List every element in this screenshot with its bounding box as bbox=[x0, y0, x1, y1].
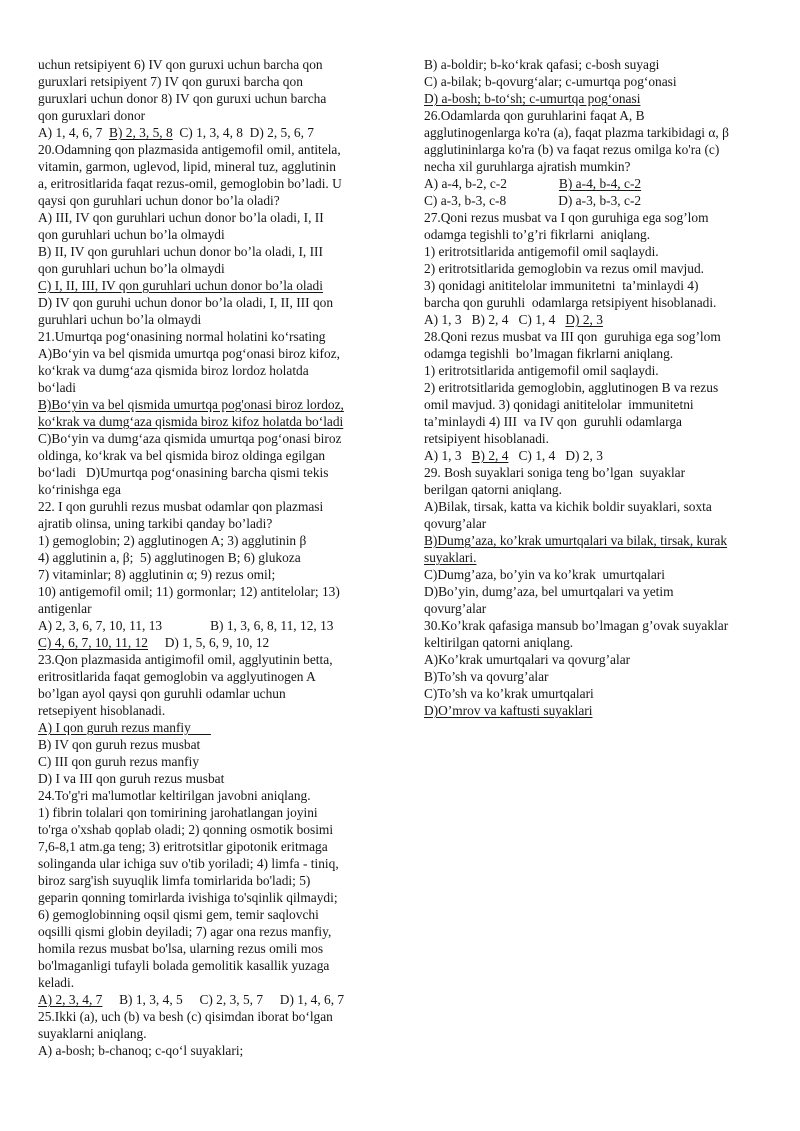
text-line bbox=[38, 379, 384, 396]
left-column bbox=[38, 56, 384, 1059]
text-fragment: 1) eritrotsitlarida antigemofil omil saqlaydi. bbox=[424, 244, 659, 259]
text-line bbox=[38, 583, 384, 600]
right-column bbox=[424, 56, 768, 719]
text-line bbox=[38, 1008, 384, 1025]
text-line bbox=[424, 294, 768, 311]
text-line bbox=[38, 243, 384, 260]
text-line bbox=[38, 362, 384, 379]
text-fragment: B) IV qon guruh rezus musbat bbox=[38, 737, 201, 752]
text-line bbox=[424, 617, 768, 634]
text-line bbox=[38, 770, 384, 787]
text-fragment: ajratib olinsa, uning tarkibi qanday bo’ladi? bbox=[38, 516, 273, 531]
text-fragment: qon guruxlari donor bbox=[38, 108, 146, 123]
text-fragment: 1) gemoglobin; 2) agglutinogen A; 3) agglutinin β bbox=[38, 533, 307, 548]
underlined-answer: A) 2, 3, 4, 7 bbox=[38, 992, 103, 1007]
text-line bbox=[38, 753, 384, 770]
text-fragment: qon guruhlari uchun bo’la olmaydi bbox=[38, 227, 225, 242]
text-line bbox=[424, 685, 768, 702]
text-fragment: D)Bo’yin, dumg’aza, bel umurtqalari va yetim bbox=[424, 584, 674, 599]
text-fragment: A) a-4, b-2, c-2 bbox=[424, 176, 507, 191]
text-fragment: B) a-boldir; b-ko‘krak qafasi; c-bosh suyagi bbox=[424, 57, 660, 72]
text-line bbox=[38, 73, 384, 90]
text-fragment: agglutininlarga ko'ra (b) va faqat rezus omilga ko'ra (c) bbox=[424, 142, 720, 157]
text-line bbox=[424, 345, 768, 362]
text-line bbox=[38, 124, 384, 141]
text-fragment: bo'lmaganligi tufayli bolada gemolitik kasallik yuzaga bbox=[38, 958, 330, 973]
text-fragment: C)Bo‘yin va dumg‘aza qismida umurtqa pog‘onasi biroz bbox=[38, 431, 342, 446]
text-fragment: bo‘ladi bbox=[38, 380, 76, 395]
text-line bbox=[424, 175, 768, 192]
text-line bbox=[38, 158, 384, 175]
text-line bbox=[38, 838, 384, 855]
text-fragment: antigenlar bbox=[38, 601, 92, 616]
text-fragment: berilgan qatorni aniqlang. bbox=[424, 482, 562, 497]
underlined-answer: B) 2, 4 bbox=[471, 448, 509, 463]
text-line bbox=[38, 209, 384, 226]
text-fragment: qaysi qon guruhlari uchun donor bo’la oladi? bbox=[38, 193, 280, 208]
text-line bbox=[424, 430, 768, 447]
text-fragment: bo‘ladi D)Umurtqa pog‘onasining barcha qismi tekis bbox=[38, 465, 329, 480]
text-line bbox=[38, 787, 384, 804]
text-fragment: odamga tegishli to’g’ri fikrlarni aniqlang. bbox=[424, 227, 651, 242]
text-line bbox=[424, 73, 768, 90]
text-fragment: D) a-3, b-3, c-2 bbox=[558, 193, 642, 208]
underlined-answer: ko‘krak va dumg‘aza qismida biroz kifoz holatda bo‘ladi bbox=[38, 414, 344, 429]
text-fragment: geparin qonning tomirlarda ivishiga to'sqinlik qilmaydi; bbox=[38, 890, 338, 905]
text-fragment: B) 1, 3, 6, 8, 11, 12, 13 bbox=[210, 618, 334, 633]
text-line bbox=[424, 260, 768, 277]
text-fragment: 25.Ikki (a), uch (b) va besh (c) qisimdan iborat bo‘lgan bbox=[38, 1009, 333, 1024]
text-fragment: A) 2, 3, 6, 7, 10, 11, 13 bbox=[38, 618, 163, 633]
text-fragment: oqsilli qismi globin deyiladi; 7) agar ona rezus manfiy, bbox=[38, 924, 332, 939]
text-line bbox=[38, 566, 384, 583]
text-fragment: ta’minlaydi 4) III va IV qon guruhli odamlarga bbox=[424, 414, 682, 429]
text-line bbox=[38, 226, 384, 243]
text-line bbox=[424, 277, 768, 294]
underlined-answer: C) I, II, III, IV qon guruhlari uchun donor bo’la oladi bbox=[38, 278, 323, 293]
text-fragment: C) a-bilak; b-qovurg‘alar; c-umurtqa pog‘onasi bbox=[424, 74, 677, 89]
text-fragment: qovurg’alar bbox=[424, 516, 487, 531]
text-line bbox=[424, 311, 768, 328]
text-line bbox=[38, 719, 384, 736]
text-fragment: retsepiyent hisoblanadi. bbox=[38, 703, 166, 718]
text-line bbox=[424, 124, 768, 141]
text-fragment: 2) eritrotsitlarida gemoglobin, agglutinogen B va rezus bbox=[424, 380, 719, 395]
text-fragment: vitamin, garmon, uglevod, lipid, mineral tuz, agglutinin bbox=[38, 159, 336, 174]
text-fragment: a, eritrositlarida faqat rezus-omil, gemoglobin bo’ladi. U bbox=[38, 176, 342, 191]
text-line bbox=[424, 583, 768, 600]
text-line bbox=[38, 923, 384, 940]
text-fragment: A)Bilak, tirsak, katta va kichik boldir suyaklari, soxta bbox=[424, 499, 712, 514]
text-fragment: B) 1, 3, 4, 5 C) 2, 3, 5, 7 D) 1, 4, 6, 7 bbox=[102, 992, 345, 1007]
text-line bbox=[38, 464, 384, 481]
text-line bbox=[424, 107, 768, 124]
text-line bbox=[38, 107, 384, 124]
text-line bbox=[424, 396, 768, 413]
text-line bbox=[424, 243, 768, 260]
text-line bbox=[38, 141, 384, 158]
text-line bbox=[38, 600, 384, 617]
text-fragment: ko‘krak va dumg‘aza qismida biroz lordoz holatda bbox=[38, 363, 309, 378]
text-fragment: keladi. bbox=[38, 975, 75, 990]
text-line bbox=[38, 549, 384, 566]
text-line bbox=[424, 600, 768, 617]
text-line bbox=[38, 328, 384, 345]
text-line bbox=[424, 549, 768, 566]
text-line bbox=[38, 617, 384, 634]
text-fragment: 2) eritrotsitlarida gemoglobin va rezus omil mavjud. bbox=[424, 261, 705, 276]
text-line bbox=[38, 192, 384, 209]
text-line bbox=[38, 430, 384, 447]
text-line bbox=[38, 260, 384, 277]
text-line bbox=[38, 855, 384, 872]
text-fragment: to'rga o'xshab qoplab oladi; 2) qonning osmotik bosimi bbox=[38, 822, 334, 837]
text-line bbox=[38, 345, 384, 362]
text-line bbox=[38, 311, 384, 328]
text-line bbox=[38, 515, 384, 532]
text-line bbox=[424, 481, 768, 498]
text-line bbox=[38, 651, 384, 668]
text-fragment: C) a-3, b-3, c-8 bbox=[424, 193, 507, 208]
text-fragment: solinganda ular ichiga suv o'tib yoriladi; 4) limfa - tiniq, bbox=[38, 856, 339, 871]
text-line bbox=[38, 991, 384, 1008]
text-line bbox=[38, 804, 384, 821]
underlined-answer: C) 4, 6, 7, 10, 11, 12 bbox=[38, 635, 148, 650]
text-line bbox=[38, 957, 384, 974]
text-fragment: ko‘rinishga ega bbox=[38, 482, 121, 497]
text-fragment: A) III, IV qon guruhlari uchun donor bo’la oladi, I, II bbox=[38, 210, 324, 225]
text-fragment: 1) fibrin tolalari qon tomirining jarohatlangan joyini bbox=[38, 805, 318, 820]
text-line bbox=[38, 702, 384, 719]
text-line bbox=[38, 634, 384, 651]
text-fragment: 26.Odamlarda qon guruhlarini faqat A, B bbox=[424, 108, 645, 123]
text-line bbox=[38, 447, 384, 464]
text-fragment: A) 1, 3 bbox=[424, 448, 472, 463]
text-fragment: A) 1, 4, 6, 7 bbox=[38, 125, 110, 140]
text-fragment: C)Dumg’aza, bo’yin va ko’krak umurtqalari bbox=[424, 567, 665, 582]
text-line bbox=[424, 141, 768, 158]
text-line bbox=[38, 889, 384, 906]
text-line bbox=[424, 566, 768, 583]
text-line bbox=[424, 192, 768, 209]
text-line bbox=[424, 226, 768, 243]
text-line bbox=[38, 872, 384, 889]
text-fragment: 6) gemoglobinning oqsil qismi gem, temir saqlovchi bbox=[38, 907, 319, 922]
text-fragment: B)To’sh va qovurg’alar bbox=[424, 669, 549, 684]
text-line bbox=[424, 464, 768, 481]
text-line bbox=[38, 396, 384, 413]
text-fragment: A)Ko’krak umurtqalari va qovurg’alar bbox=[424, 652, 631, 667]
text-line bbox=[38, 481, 384, 498]
text-line bbox=[38, 175, 384, 192]
text-fragment: suyaklarni aniqlang. bbox=[38, 1026, 147, 1041]
text-line bbox=[38, 90, 384, 107]
text-fragment: 1) eritrotsitlarida antigemofil omil saqlaydi. bbox=[424, 363, 659, 378]
text-line bbox=[38, 294, 384, 311]
text-line bbox=[424, 447, 768, 464]
text-line bbox=[38, 413, 384, 430]
text-line bbox=[38, 906, 384, 923]
underlined-answer: suyaklari. bbox=[424, 550, 477, 565]
text-fragment: C) 1, 4 D) 2, 3 bbox=[508, 448, 603, 463]
text-fragment: A) a-bosh; b-chanoq; c-qo‘l suyaklari; bbox=[38, 1043, 244, 1058]
text-fragment: B) II, IV qon guruhlari uchun donor bo’la oladi, I, III bbox=[38, 244, 323, 259]
underlined-answer: D) a-bosh; b-to‘sh; c-umurtqa pog‘onasi bbox=[424, 91, 641, 106]
text-line bbox=[38, 668, 384, 685]
text-fragment: uchun retsipiyent 6) IV qon guruxi uchun barcha qon bbox=[38, 57, 323, 72]
text-line bbox=[38, 940, 384, 957]
text-line bbox=[424, 413, 768, 430]
text-fragment: 22. I qon guruhli rezus musbat odamlar qon plazmasi bbox=[38, 499, 324, 514]
text-fragment: D) IV qon guruhi uchun donor bo’la oladi, I, II, III qon bbox=[38, 295, 334, 310]
text-fragment: barcha qon guruhli odamlarga retsipiyent hisoblanadi. bbox=[424, 295, 717, 310]
text-fragment: homila rezus musbat bo'lsa, ularning rezus omili mos bbox=[38, 941, 324, 956]
text-line bbox=[424, 328, 768, 345]
text-fragment: 24.To'g'ri ma'lumotlar keltirilgan javobni aniqlang. bbox=[38, 788, 311, 803]
text-fragment: D) 1, 5, 6, 9, 10, 12 bbox=[147, 635, 270, 650]
text-fragment: eritrositlarida faqat gemoglobin va agglyutinogen A bbox=[38, 669, 316, 684]
text-fragment: biroz sarg'ish suyuqlik limfa tomirlarida bo'ladi; 5) bbox=[38, 873, 311, 888]
underlined-answer: B) a-4, b-4, c-2 bbox=[558, 176, 642, 191]
text-line bbox=[38, 821, 384, 838]
text-line bbox=[424, 515, 768, 532]
text-line bbox=[38, 1025, 384, 1042]
text-fragment: oldinga, ko‘krak va bel qismida biroz oldinga egilgan bbox=[38, 448, 326, 463]
text-fragment: 30.Ko’krak qafasiga mansub bo’lmagan g’ovak suyaklar bbox=[424, 618, 729, 633]
text-fragment: 7,6-8,1 atm.ga teng; 3) eritrotsitlar gipotonik eritmaga bbox=[38, 839, 328, 854]
text-fragment: C)To’sh va ko’krak umurtqalari bbox=[424, 686, 594, 701]
text-fragment: 7) vitaminlar; 8) agglutinin α; 9) rezus omil; bbox=[38, 567, 276, 582]
text-line bbox=[424, 702, 768, 719]
underlined-answer: D) 2, 3 bbox=[565, 312, 603, 327]
text-fragment: 10) antigemofil omil; 11) gormonlar; 12) antitelolar; 13) bbox=[38, 584, 340, 599]
text-line bbox=[38, 974, 384, 991]
text-fragment: D) I va III qon guruh rezus musbat bbox=[38, 771, 225, 786]
text-line bbox=[424, 90, 768, 107]
text-fragment: agglutinogenlarga ko'ra (a), faqat plazma tarkibidagi α, β bbox=[424, 125, 729, 140]
text-fragment: A)Bo‘yin va bel qismida umurtqa pog‘onasi biroz kifoz, bbox=[38, 346, 340, 361]
text-fragment: 3) qonidagi anititelolar immunitetni ta’minlaydi 4) bbox=[424, 278, 699, 293]
text-fragment: bo’lgan ayol qaysi qon guruhli odamlar uchun bbox=[38, 686, 286, 701]
text-fragment: omil mavjud. 3) qonidagi anititelolar immunitetni bbox=[424, 397, 694, 412]
text-line bbox=[38, 685, 384, 702]
text-fragment: keltirilgan qatorni aniqlang. bbox=[424, 635, 574, 650]
text-line bbox=[424, 532, 768, 549]
text-fragment: 4) agglutinin a, β; 5) agglutinogen B; 6) glukoza bbox=[38, 550, 301, 565]
text-fragment: 21.Umurtqa pog‘onasining normal holatini ko‘rsating bbox=[38, 329, 326, 344]
text-fragment: guruxlari uchun donor 8) IV qon guruxi uchun barcha bbox=[38, 91, 327, 106]
text-line bbox=[424, 498, 768, 515]
text-fragment: necha xil guruhlarga ajratish mumkin? bbox=[424, 159, 631, 174]
text-fragment: 28.Qoni rezus musbat va III qon guruhiga ega sog’lom bbox=[424, 329, 721, 344]
underlined-answer: B)Dumg’aza, ko’krak umurtqalari va bilak, tirsak, kurak bbox=[424, 533, 728, 548]
text-fragment: qon guruhlari uchun bo’la olmaydi bbox=[38, 261, 225, 276]
text-line bbox=[38, 1042, 384, 1059]
text-fragment: 27.Qoni rezus musbat va I qon guruhiga ega sog’lom bbox=[424, 210, 709, 225]
text-fragment: qovurg’alar bbox=[424, 601, 487, 616]
text-line bbox=[38, 736, 384, 753]
text-line bbox=[38, 56, 384, 73]
text-fragment: odamga tegishli bo’lmagan fikrlarni aniqlang. bbox=[424, 346, 674, 361]
text-line bbox=[424, 56, 768, 73]
text-line bbox=[38, 498, 384, 515]
text-fragment: A) 1, 3 B) 2, 4 C) 1, 4 bbox=[424, 312, 566, 327]
text-line bbox=[424, 634, 768, 651]
text-line bbox=[424, 158, 768, 175]
text-fragment: retsipiyent hisoblanadi. bbox=[424, 431, 549, 446]
underlined-answer: D)O’mrov va kaftusti suyaklari bbox=[424, 703, 593, 718]
text-fragment: guruhlari uchun bo’la olmaydi bbox=[38, 312, 202, 327]
text-fragment: 20.Odamning qon plazmasida antigemofil omil, antitela, bbox=[38, 142, 341, 157]
underlined-answer: B) 2, 3, 5, 8 bbox=[109, 125, 173, 140]
text-line bbox=[424, 651, 768, 668]
text-fragment: C) 1, 3, 4, 8 D) 2, 5, 6, 7 bbox=[172, 125, 314, 140]
underlined-answer: B)Bo‘yin va bel qismida umurtqa pog'onasi biroz lordoz, bbox=[38, 397, 344, 412]
text-line bbox=[424, 668, 768, 685]
text-line bbox=[38, 532, 384, 549]
text-line bbox=[424, 209, 768, 226]
text-line bbox=[424, 379, 768, 396]
underlined-answer: A) I qon guruh rezus manfiy bbox=[38, 720, 211, 735]
text-fragment: 23.Qon plazmasida antigimofil omil, agglyutinin betta, bbox=[38, 652, 333, 667]
text-line bbox=[424, 362, 768, 379]
text-fragment: C) III qon guruh rezus manfiy bbox=[38, 754, 200, 769]
text-fragment: 29. Bosh suyaklari soniga teng bo’lgan suyaklar bbox=[424, 465, 686, 480]
text-line bbox=[38, 277, 384, 294]
text-fragment: guruxlari retsipiyent 7) IV qon guruxi barcha qon bbox=[38, 74, 303, 89]
